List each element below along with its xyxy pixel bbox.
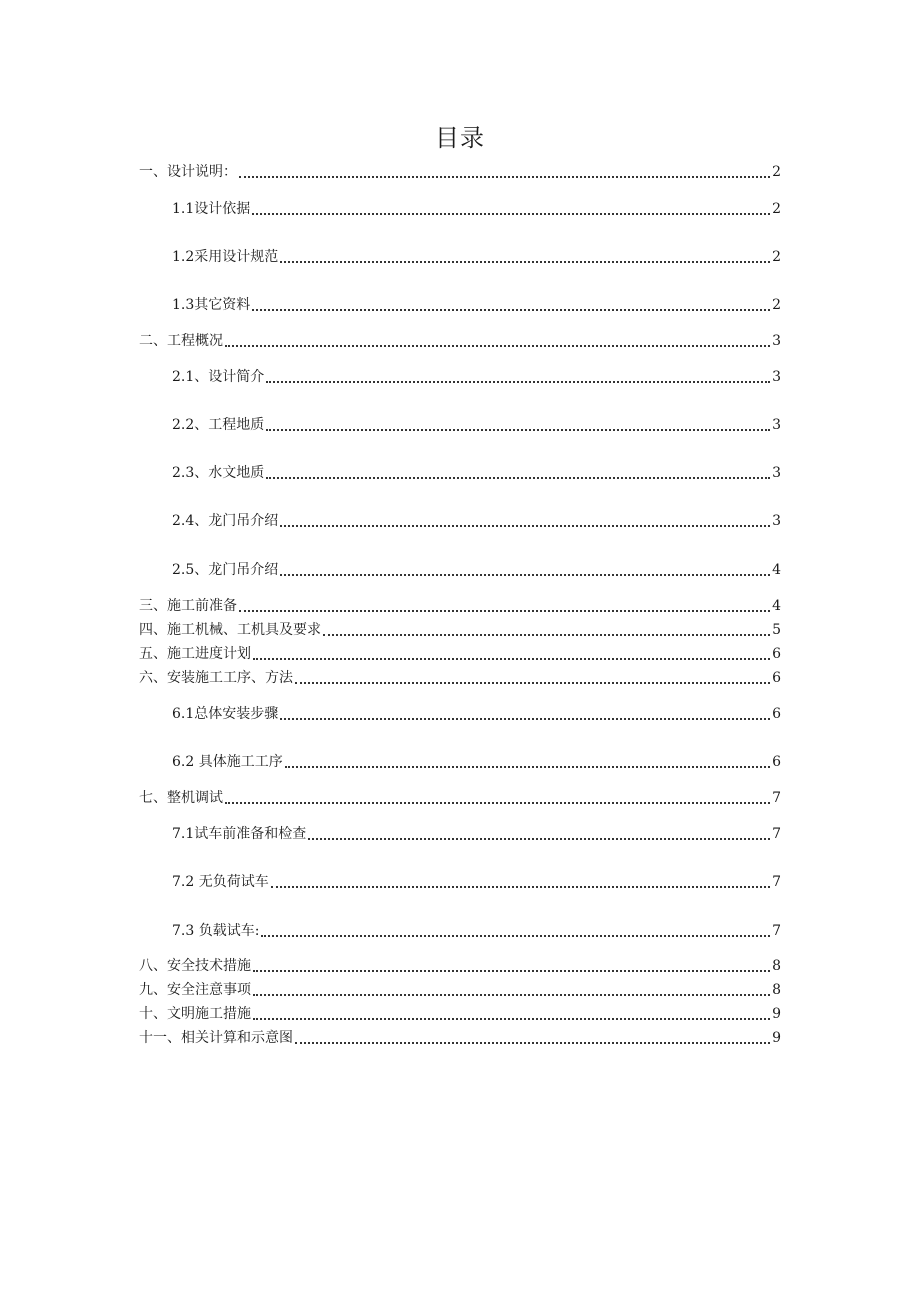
toc-title: 目录 — [435, 124, 485, 152]
toc-entry-page: 7 — [772, 826, 781, 842]
toc-entry-label: 7.3 负载试车: — [172, 923, 260, 939]
toc-entry-page: 4 — [772, 598, 781, 614]
toc-entry-page: 2 — [772, 249, 781, 265]
toc-entry[interactable] — [139, 464, 781, 482]
toc-entry-label: 七、整机调试 — [139, 790, 223, 806]
toc-dot-leader — [225, 345, 770, 347]
toc-entry-page: 8 — [772, 958, 781, 974]
toc-entry-label: 7.2 无负荷试车 — [172, 874, 269, 890]
toc-entry-page: 3 — [772, 465, 781, 481]
toc-entry-label: 2.2、工程地质 — [172, 417, 265, 433]
toc-entry[interactable] — [139, 1029, 781, 1047]
toc-entry-page: 3 — [772, 417, 781, 433]
table-of-contents — [139, 0, 781, 1302]
toc-entry-page: 7 — [772, 790, 781, 806]
toc-entry[interactable] — [139, 705, 781, 723]
toc-dot-leader — [271, 886, 770, 888]
toc-entry-page: 2 — [772, 164, 781, 180]
toc-dot-leader — [253, 970, 770, 972]
toc-entry[interactable] — [139, 200, 781, 218]
toc-entry-label: 2.5、龙门吊介绍 — [172, 562, 279, 578]
toc-entry[interactable] — [139, 332, 781, 350]
toc-entry[interactable] — [139, 789, 781, 807]
toc-entry-label: 1.2采用设计规范 — [172, 249, 279, 265]
toc-dot-leader — [239, 610, 770, 612]
toc-entry[interactable] — [139, 512, 781, 530]
toc-entry-label: 六、安装施工工序、方法 — [139, 670, 293, 686]
toc-entry-label: 6.2 具体施工工序 — [172, 754, 283, 770]
toc-entry-page: 7 — [772, 923, 781, 939]
toc-entry-label: 2.1、设计简介 — [172, 369, 265, 385]
toc-entry-page: 8 — [772, 982, 781, 998]
toc-dot-leader — [261, 935, 770, 937]
toc-dot-leader — [280, 574, 770, 576]
toc-dot-leader — [266, 429, 770, 431]
toc-entry-page: 3 — [772, 369, 781, 385]
toc-dot-leader — [266, 381, 770, 383]
toc-dot-leader — [253, 994, 770, 996]
toc-entry[interactable] — [139, 981, 781, 999]
toc-entry-page: 2 — [772, 201, 781, 217]
toc-entry-page: 9 — [772, 1006, 781, 1022]
toc-entry[interactable] — [139, 561, 781, 579]
toc-entry-label: 一、设计说明： — [139, 164, 237, 180]
toc-entry-label: 二、工程概况 — [139, 333, 223, 349]
toc-entry[interactable] — [139, 163, 781, 181]
toc-entry-label: 2.3、水文地质 — [172, 465, 265, 481]
toc-entry-page: 6 — [772, 646, 781, 662]
toc-entry-label: 九、安全注意事项 — [139, 982, 251, 998]
toc-dot-leader — [295, 682, 770, 684]
toc-entry[interactable] — [139, 368, 781, 386]
toc-entry-label: 6.1总体安装步骤 — [172, 706, 279, 722]
toc-entry[interactable] — [139, 416, 781, 434]
toc-entry[interactable] — [139, 296, 781, 314]
toc-dot-leader — [280, 718, 770, 720]
toc-entry-label: 四、施工机械、工机具及要求 — [139, 622, 321, 638]
toc-entry[interactable] — [139, 1005, 781, 1023]
toc-entry[interactable] — [139, 957, 781, 975]
toc-entry[interactable] — [139, 248, 781, 266]
toc-entry[interactable] — [139, 645, 781, 663]
toc-entry-page: 6 — [772, 706, 781, 722]
toc-entry[interactable] — [139, 621, 781, 639]
toc-dot-leader — [252, 309, 770, 311]
toc-dot-leader — [280, 261, 770, 263]
toc-entry[interactable] — [139, 873, 781, 891]
toc-entry-label: 1.3其它资料 — [172, 297, 251, 313]
toc-dot-leader — [252, 213, 770, 215]
toc-entry[interactable] — [139, 753, 781, 771]
toc-entry-page: 3 — [772, 513, 781, 529]
toc-dot-leader — [280, 525, 770, 527]
toc-entry-page: 4 — [772, 562, 781, 578]
toc-entry-label: 十一、相关计算和示意图 — [139, 1030, 293, 1046]
toc-entry-page: 6 — [772, 754, 781, 770]
toc-entry-page: 7 — [772, 874, 781, 890]
toc-dot-leader — [285, 766, 770, 768]
toc-dot-leader — [308, 838, 770, 840]
toc-entry[interactable] — [139, 825, 781, 843]
toc-dot-leader — [323, 634, 770, 636]
toc-entry-label: 1.1设计依据 — [172, 201, 251, 217]
toc-entry[interactable] — [139, 597, 781, 615]
toc-entry-label: 2.4、龙门吊介绍 — [172, 513, 279, 529]
toc-entry-label: 八、安全技术措施 — [139, 958, 251, 974]
toc-entry-label: 7.1试车前准备和检查 — [172, 826, 307, 842]
toc-dot-leader — [239, 176, 770, 178]
toc-dot-leader — [225, 802, 770, 804]
toc-entry-page: 5 — [772, 622, 781, 638]
toc-entry-label: 三、施工前准备 — [139, 598, 237, 614]
toc-entry-label: 五、施工进度计划 — [139, 646, 251, 662]
toc-entry[interactable] — [139, 669, 781, 687]
toc-dot-leader — [253, 1018, 770, 1020]
toc-entry-page: 9 — [772, 1030, 781, 1046]
toc-entry[interactable] — [139, 922, 781, 940]
toc-entry-page: 3 — [772, 333, 781, 349]
toc-dot-leader — [295, 1042, 770, 1044]
toc-dot-leader — [253, 658, 770, 660]
toc-entry-label: 十、文明施工措施 — [139, 1006, 251, 1022]
toc-entry-page: 6 — [772, 670, 781, 686]
toc-entry-page: 2 — [772, 297, 781, 313]
toc-dot-leader — [266, 477, 770, 479]
